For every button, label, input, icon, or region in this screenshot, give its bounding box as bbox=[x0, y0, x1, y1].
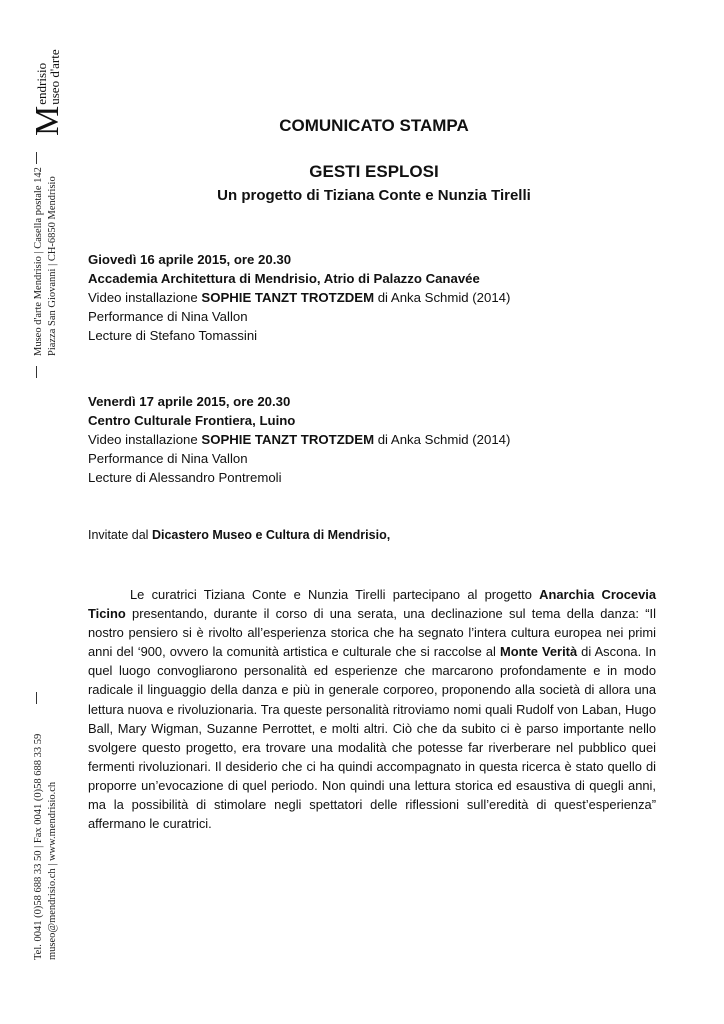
event-lecture: Lecture di Stefano Tomassini bbox=[88, 328, 258, 343]
address-line-1: Museo d'arte Mendrisio | Casella postale 142 bbox=[33, 167, 44, 356]
event-performance: Performance di Nina Vallon bbox=[88, 451, 248, 466]
sidebar-divider-middle bbox=[36, 366, 37, 378]
event-date: Giovedì 16 aprile 2015, ore 20.30 bbox=[88, 252, 292, 267]
event-block bbox=[88, 392, 648, 487]
video-title: SOPHIE TANZT TROTZDEM bbox=[201, 290, 375, 305]
invite-organizer: Dicastero Museo e Cultura di Mendrisio, bbox=[151, 528, 391, 542]
logo-line-1: endrisio bbox=[34, 62, 49, 105]
sidebar-divider-top bbox=[36, 152, 37, 164]
event-venue: Centro Culturale Frontiera, Luino bbox=[88, 413, 296, 428]
logo-letter: M bbox=[29, 105, 66, 136]
video-title: SOPHIE TANZT TROTZDEM bbox=[201, 432, 375, 447]
contact-line-1: Tel. 0041 (0)58 688 33 50 | Fax 0041 (0)58 688 33 59 bbox=[33, 733, 44, 960]
event-venue: Accademia Architettura di Mendrisio, Atrio di Palazzo Canavée bbox=[88, 271, 480, 286]
page-title: GESTI ESPLOSI bbox=[309, 162, 439, 181]
place-name: Monte Verità bbox=[499, 644, 578, 660]
museum-logo bbox=[29, 48, 66, 136]
invite-line: Invitate dal Dicastero Museo e Cultura di Mendrisio, bbox=[88, 528, 391, 542]
event-performance: Performance di Nina Vallon bbox=[88, 309, 248, 324]
sidebar-divider-bottom bbox=[36, 692, 37, 704]
event-date: Venerdì 17 aprile 2015, ore 20.30 bbox=[88, 394, 291, 409]
document-type: COMUNICATO STAMPA bbox=[279, 116, 469, 135]
event-video: Video installazione SOPHIE TANZT TROTZDEM di Anka Schmid (2014) bbox=[88, 432, 511, 447]
sidebar bbox=[0, 0, 70, 1024]
body-paragraph: Le curatrici Tiziana Conte e Nunzia Tirelli partecipano al progetto Anarchia Crocevia Ticino presentando, durante il corso di una serata, una declinazione sul tema della danza: “Il nostro pensiero si è rivolto all’esperienza storica che ha segnato l’intera cultura europea nei primi anni del ‘900, ovvero la comunità artistica e culturale che si raccolse al Monte Verità di Ascona. In quel luogo convogliarono personalità ed esperienze che marcarono profondamente e in modo radicale il linguaggio della danza e più in generale corporeo, proponendo alla società di allora una lettura nuova e rivoluzionaria. Tra queste personalità ritroviamo nomi quali Rudolf von Laban, Hugo Ball, Mary Wigman, Suzanne Perrottet, e molti altri. Ciò che da subito ci è parso importante nello svolgere questo progetto, era trovare una modalità che potesse far riverberare nel pubblico quei fermenti rivoluzionari. Il desiderio che ci ha quindi accompagnato in questa ricerca è stato quello di proporre un’evocazione di quel periodo. Non quindi una lettura storica ed esaustiva di quegli anni, ma la possibilità di stimolare negli spettatori delle riflessioni sull’eredità di quest’esperienza” affermano le curatrici. bbox=[88, 587, 656, 832]
project-name: Anarchia Crocevia Ticino bbox=[88, 587, 656, 622]
address-line-2: Piazza San Giovanni | CH-6850 Mendrisio bbox=[47, 176, 58, 356]
event-video: Video installazione SOPHIE TANZT TROTZDEM di Anka Schmid (2014) bbox=[88, 290, 511, 305]
logo-line-2: useo d'arte bbox=[47, 49, 62, 105]
contact-line-2: museo@mendrisio.ch | www.mendrisio.ch bbox=[47, 781, 58, 960]
page-subtitle: Un progetto di Tiziana Conte e Nunzia Tirelli bbox=[217, 187, 531, 204]
event-block bbox=[88, 250, 648, 345]
event-lecture: Lecture di Alessandro Pontremoli bbox=[88, 470, 282, 485]
